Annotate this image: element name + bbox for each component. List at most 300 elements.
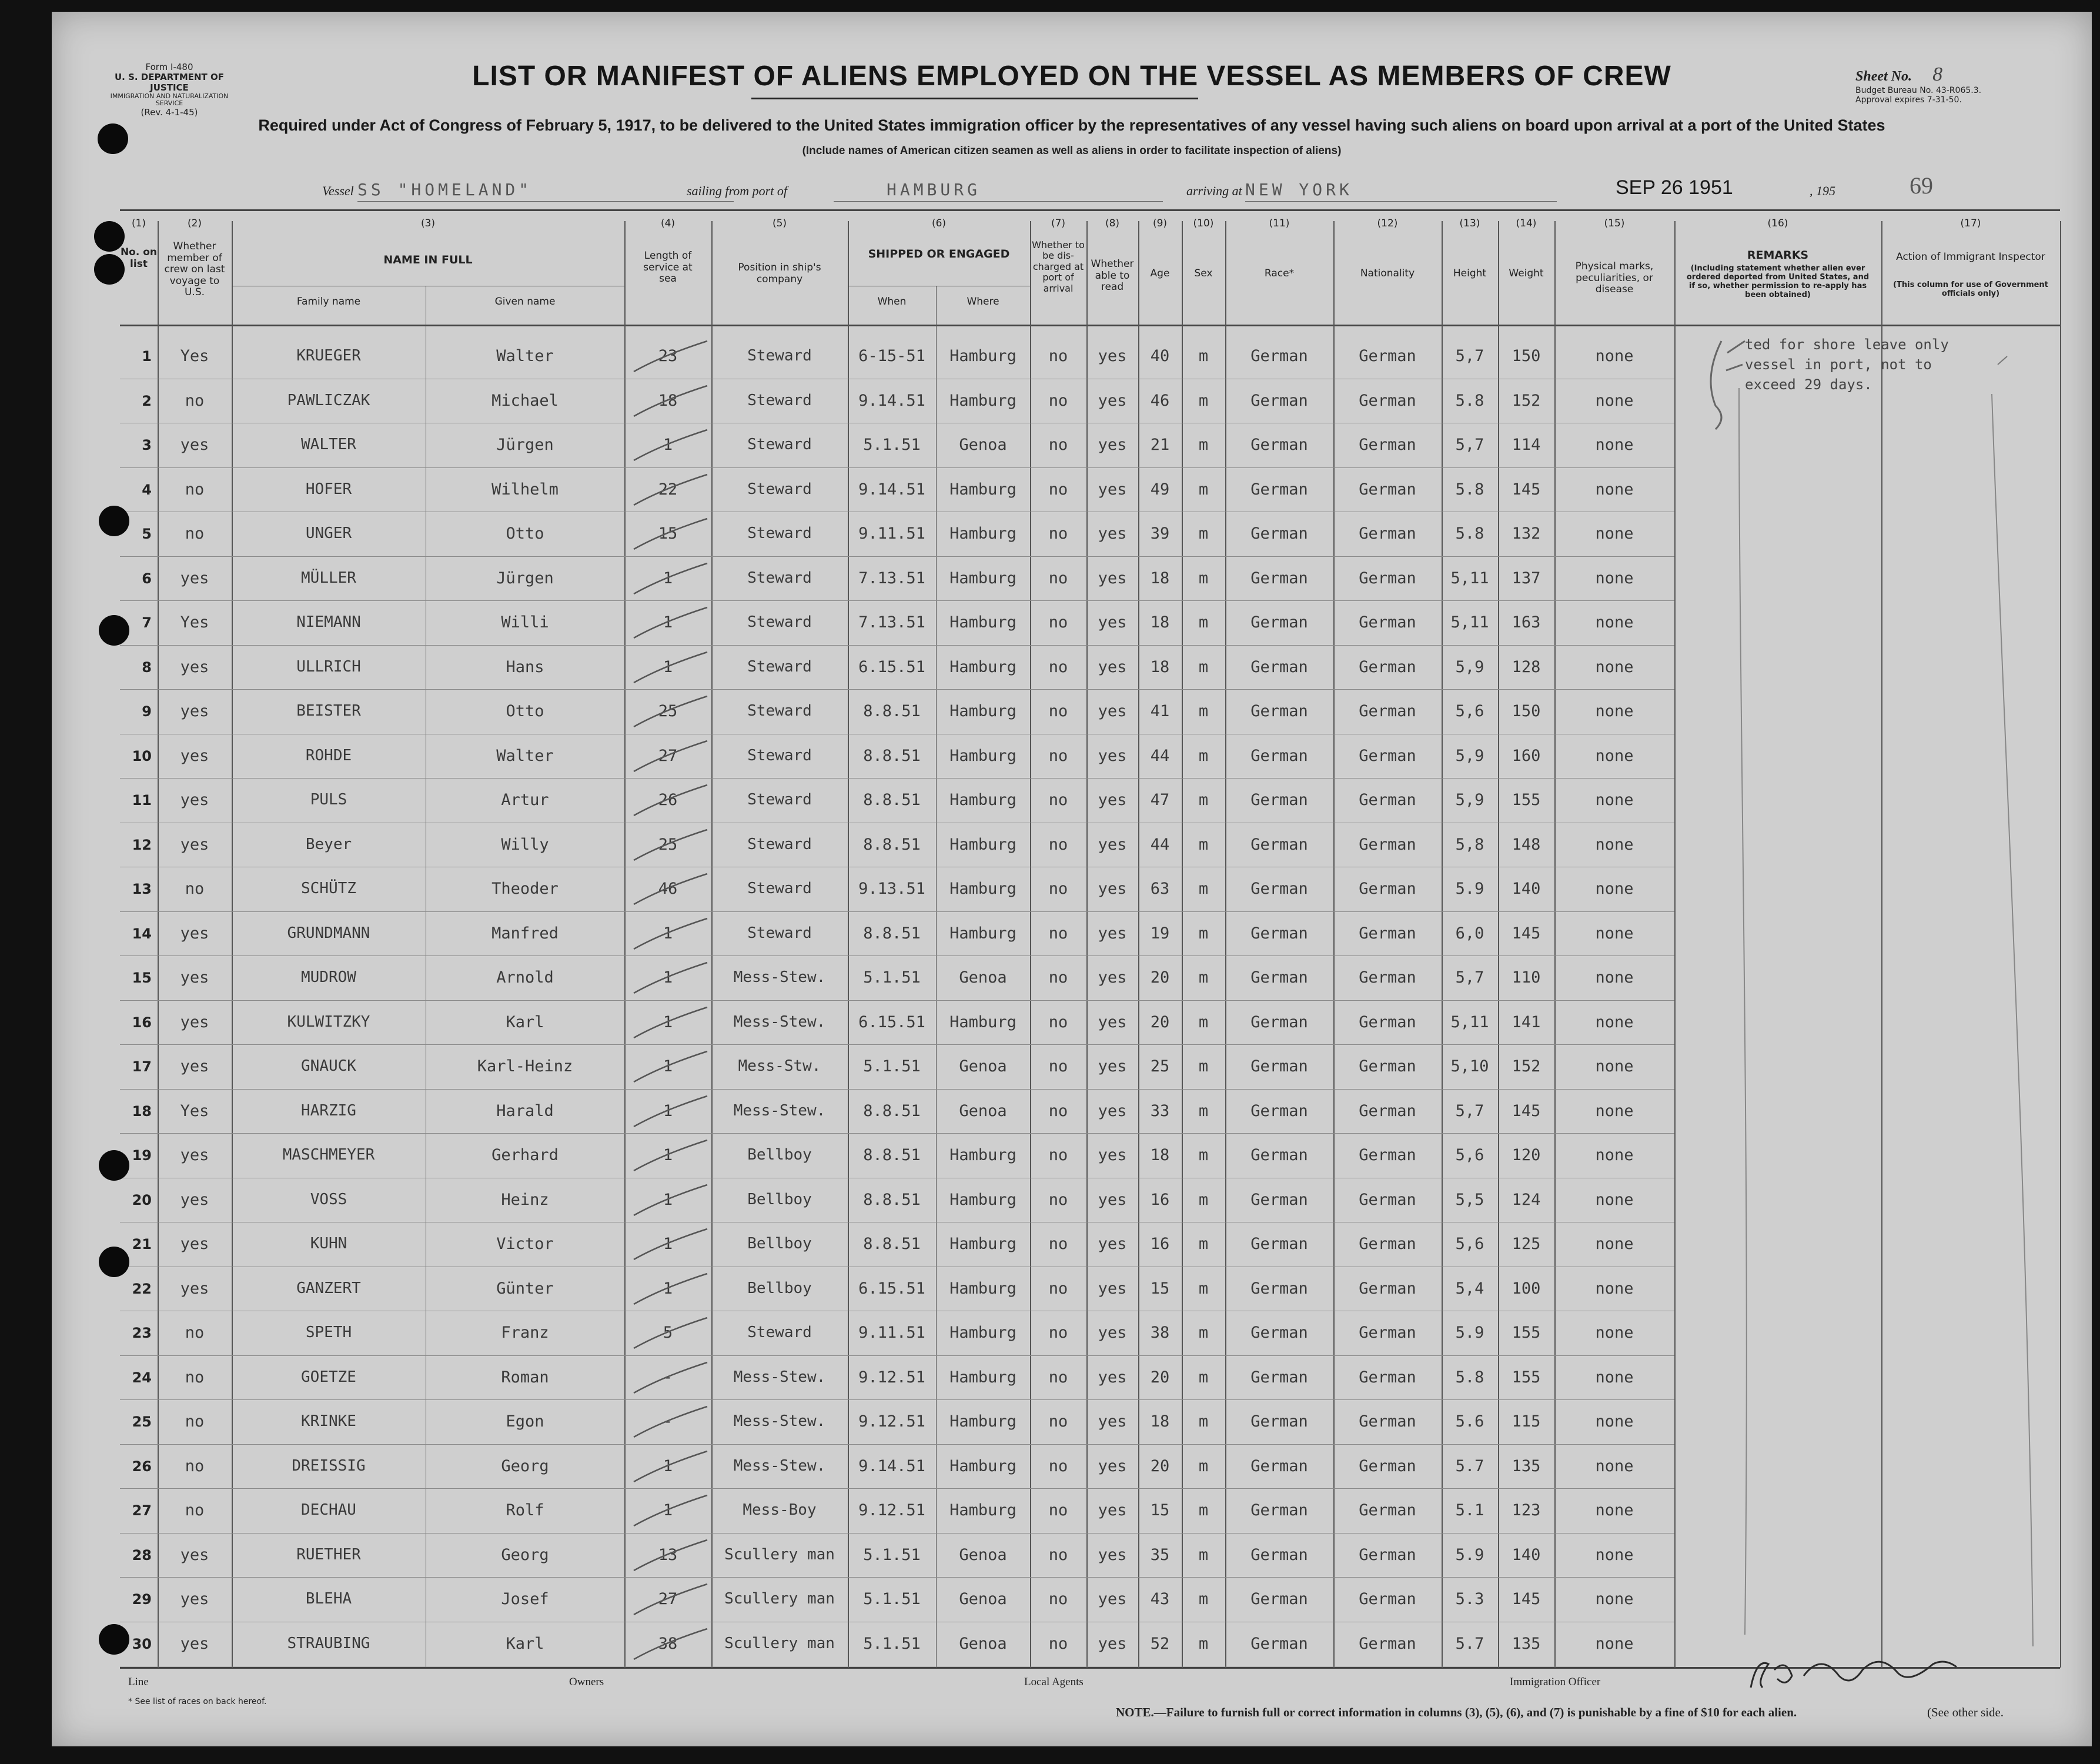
cell-position: Mess-Stw. [738, 1057, 821, 1075]
cell-race: German [1250, 835, 1308, 854]
cell-position: Mess-Stew. [733, 1013, 826, 1031]
col15-header: Physical marks, peculiarities, or disease [1575, 260, 1654, 296]
cell-age: 21 [1150, 436, 1170, 454]
cell-marks: none [1595, 613, 1634, 632]
cell-where: Hamburg [949, 791, 1016, 809]
cell-marks: none [1595, 1545, 1634, 1564]
row-rule [120, 1133, 1674, 1134]
cell-race: German [1250, 746, 1308, 765]
row-number: 4 [142, 481, 152, 498]
pencil-check-mark [628, 604, 710, 645]
cell-weight: 120 [1512, 1146, 1541, 1164]
cell-nat: German [1359, 1057, 1416, 1075]
row-rule [120, 1533, 1674, 1534]
cell-given: Karl [506, 1013, 544, 1031]
cell-service: 27 [658, 746, 678, 765]
cell-service: - [663, 1412, 673, 1431]
cell-sex: m [1198, 1501, 1209, 1519]
col14-header: Weight [1509, 268, 1544, 279]
cell-nat: German [1359, 1279, 1416, 1298]
cell-weight: 100 [1512, 1279, 1541, 1298]
col16-subheader: (Including statement whether alien ever ordered deported from United States, and if so, whether permission to re-apply has been obtained) [1686, 264, 1870, 299]
table-header-rule [120, 325, 2060, 326]
cell-where: Hamburg [949, 1368, 1016, 1387]
cell-when: 9.12.51 [858, 1501, 925, 1519]
cell-given: Otto [506, 702, 544, 720]
cell-family: ROHDE [305, 746, 352, 764]
cell-height: 5,11 [1450, 569, 1489, 587]
cell-weight: 141 [1512, 1013, 1541, 1031]
cell-disch: no [1048, 524, 1068, 543]
family-name-header: Family name [296, 296, 361, 308]
pencil-check-mark [628, 1004, 710, 1045]
cell-nat: German [1359, 1324, 1416, 1342]
col8-header: Whether able to read [1091, 258, 1134, 293]
cell-when: 8.8.51 [863, 1190, 921, 1209]
cell-disch: no [1048, 1013, 1068, 1031]
cell-service: 23 [658, 347, 678, 365]
cell-nat: German [1359, 391, 1416, 410]
cell-last: yes [180, 1545, 209, 1564]
col16-header: REMARKS [1747, 249, 1809, 262]
row-number: 15 [132, 970, 152, 986]
cell-read: yes [1098, 746, 1127, 765]
cell-race: German [1250, 968, 1308, 987]
cell-sex: m [1198, 746, 1209, 765]
cell-nat: German [1359, 1634, 1416, 1653]
col12-number: (12) [1377, 218, 1398, 229]
cell-position: Steward [747, 924, 812, 942]
cell-weight: 114 [1512, 436, 1541, 454]
cell-marks: none [1595, 1190, 1634, 1209]
cell-when: 5.1.51 [863, 436, 921, 454]
sailing-label: sailing from port of [687, 183, 787, 198]
cell-marks: none [1595, 436, 1634, 454]
cell-age: 44 [1150, 835, 1170, 854]
col17-subheader: (This column for use of Government officials only) [1893, 280, 2048, 298]
col11-header: Race* [1264, 268, 1295, 279]
cell-last: no [185, 1501, 205, 1519]
row-rule [120, 1044, 1674, 1045]
cell-family: HOFER [305, 480, 352, 498]
cell-family: PAWLICZAK [287, 391, 370, 409]
cell-service: 46 [658, 880, 678, 898]
punch-hole [99, 1150, 129, 1181]
cell-where: Hamburg [949, 1279, 1016, 1298]
cell-nat: German [1359, 569, 1416, 587]
cell-race: German [1250, 569, 1308, 587]
col3-number: (3) [420, 218, 436, 229]
cell-service: 1 [663, 1190, 673, 1209]
col5-number: (5) [772, 218, 787, 229]
cell-read: yes [1098, 1545, 1127, 1564]
cell-nat: German [1359, 1190, 1416, 1209]
cell-disch: no [1048, 1590, 1068, 1608]
cell-sex: m [1198, 968, 1209, 987]
col12-header: Nationality [1360, 268, 1415, 279]
cell-nat: German [1359, 524, 1416, 543]
cell-last: no [185, 880, 205, 898]
cell-nat: German [1359, 702, 1416, 720]
cell-last: yes [180, 1279, 209, 1298]
col9-header: Age [1150, 268, 1170, 279]
cell-marks: none [1595, 968, 1634, 987]
col5-header: Position in ship's company [738, 262, 821, 285]
remarks-pencil-marks [1674, 329, 2060, 1670]
cell-where: Hamburg [949, 702, 1016, 720]
col16-number: (16) [1767, 218, 1788, 229]
remarks-line-3: exceed 29 days. [1745, 376, 1872, 393]
cell-read: yes [1098, 391, 1127, 410]
cell-when: 8.8.51 [863, 746, 921, 765]
title-underline [751, 98, 1198, 99]
cell-nat: German [1359, 835, 1416, 854]
cell-sex: m [1198, 1456, 1209, 1475]
cell-family: GANZERT [296, 1279, 361, 1297]
cell-age: 35 [1150, 1545, 1170, 1564]
cell-where: Genoa [959, 968, 1007, 987]
cell-weight: 155 [1512, 1324, 1541, 1342]
cell-last: no [185, 1412, 205, 1431]
cell-position: Mess-Stew. [733, 1412, 826, 1430]
cell-when: 8.8.51 [863, 702, 921, 720]
cell-last: yes [180, 746, 209, 765]
cell-sex: m [1198, 657, 1209, 676]
cell-family: KRINKE [301, 1412, 356, 1430]
cell-position: Bellboy [747, 1190, 812, 1208]
cell-nat: German [1359, 791, 1416, 809]
cell-sex: m [1198, 1235, 1209, 1253]
cell-age: 18 [1150, 569, 1170, 587]
cell-race: German [1250, 1545, 1308, 1564]
pencil-check-mark [628, 560, 710, 601]
cell-family: MÜLLER [301, 569, 356, 587]
cell-where: Hamburg [949, 1190, 1016, 1209]
cell-race: German [1250, 391, 1308, 410]
cell-race: German [1250, 791, 1308, 809]
cell-height: 5,4 [1455, 1279, 1484, 1298]
cell-last: Yes [180, 613, 209, 632]
cell-weight: 160 [1512, 746, 1541, 765]
cell-age: 16 [1150, 1235, 1170, 1253]
cell-given: Otto [506, 524, 544, 543]
pencil-check-mark [628, 515, 710, 556]
cell-nat: German [1359, 1412, 1416, 1431]
cell-nat: German [1359, 1590, 1416, 1608]
cell-age: 49 [1150, 480, 1170, 499]
cell-where: Hamburg [949, 880, 1016, 898]
where-header: Where [967, 296, 999, 308]
cell-race: German [1250, 880, 1308, 898]
cell-read: yes [1098, 702, 1127, 720]
cell-race: German [1250, 480, 1308, 499]
cell-last: yes [180, 657, 209, 676]
cell-when: 9.13.51 [858, 880, 925, 898]
cell-sex: m [1198, 1324, 1209, 1342]
cell-given: Roman [501, 1368, 549, 1387]
cell-last: yes [180, 1013, 209, 1031]
cell-last: yes [180, 835, 209, 854]
cell-sex: m [1198, 1057, 1209, 1075]
cell-when: 9.14.51 [858, 480, 925, 499]
cell-disch: no [1048, 1501, 1068, 1519]
cell-race: German [1250, 924, 1308, 943]
cell-height: 5,9 [1455, 657, 1484, 676]
cell-nat: German [1359, 436, 1416, 454]
remarks-line-2: vessel in port, not to [1745, 356, 1932, 373]
cell-service: 22 [658, 480, 678, 499]
cell-where: Genoa [959, 1634, 1007, 1653]
cell-when: 6-15-51 [858, 347, 925, 365]
cell-sex: m [1198, 613, 1209, 632]
manifest-subtitle: Required under Act of Congress of February 5, 1917, to be delivered to the United States immigration officer by the representatives of any vessel having such aliens on board upon arrival at a port of the United States [258, 116, 1885, 134]
cell-read: yes [1098, 1501, 1127, 1519]
cell-marks: none [1595, 791, 1634, 809]
cell-age: 20 [1150, 968, 1170, 987]
cell-position: Bellboy [747, 1146, 812, 1164]
cell-height: 5,6 [1455, 1146, 1484, 1164]
cell-marks: none [1595, 1590, 1634, 1608]
cell-marks: none [1595, 1146, 1634, 1164]
cell-sex: m [1198, 1545, 1209, 1564]
cell-sex: m [1198, 1013, 1209, 1031]
cell-sex: m [1198, 1590, 1209, 1608]
cell-family: VOSS [310, 1190, 347, 1208]
cell-height: 5.8 [1455, 524, 1484, 543]
cell-weight: 145 [1512, 1101, 1541, 1120]
cell-position: Steward [747, 613, 812, 631]
cell-nat: German [1359, 1368, 1416, 1387]
cell-where: Hamburg [949, 569, 1016, 587]
cell-sex: m [1198, 1279, 1209, 1298]
cell-nat: German [1359, 1146, 1416, 1164]
year-suffix: , 195 [1810, 183, 1835, 198]
cell-read: yes [1098, 657, 1127, 676]
cell-nat: German [1359, 1545, 1416, 1564]
cell-weight: 132 [1512, 524, 1541, 543]
pencil-check-mark [628, 826, 710, 867]
cell-last: yes [180, 924, 209, 943]
cell-given: Günter [496, 1279, 554, 1298]
cell-race: German [1250, 613, 1308, 632]
cell-service: 1 [663, 1101, 673, 1120]
cell-race: German [1250, 1013, 1308, 1031]
cell-where: Genoa [959, 436, 1007, 454]
cell-marks: none [1595, 1013, 1634, 1031]
cell-service: 1 [663, 657, 673, 676]
cell-read: yes [1098, 1456, 1127, 1475]
cell-disch: no [1048, 1324, 1068, 1342]
col6-header: SHIPPED OR ENGAGED [868, 248, 1010, 260]
cell-age: 16 [1150, 1190, 1170, 1209]
cell-last: yes [180, 1146, 209, 1164]
cell-disch: no [1048, 1101, 1068, 1120]
cell-disch: no [1048, 1057, 1068, 1075]
cell-age: 44 [1150, 746, 1170, 765]
row-rule [120, 645, 1674, 646]
cell-sex: m [1198, 924, 1209, 943]
cell-read: yes [1098, 968, 1127, 987]
cell-age: 18 [1150, 657, 1170, 676]
cell-sex: m [1198, 1368, 1209, 1387]
cell-sex: m [1198, 347, 1209, 365]
pencil-check-mark [628, 1314, 710, 1355]
cell-when: 8.8.51 [863, 835, 921, 854]
cell-weight: 115 [1512, 1412, 1541, 1431]
cell-nat: German [1359, 880, 1416, 898]
cell-weight: 163 [1512, 613, 1541, 632]
cell-where: Hamburg [949, 1456, 1016, 1475]
cell-given: Wilhelm [491, 480, 559, 499]
row-rule [120, 1000, 1674, 1001]
cell-family: HARZIG [301, 1101, 356, 1120]
given-name-header: Given name [494, 296, 556, 308]
cell-family: KULWITZKY [287, 1013, 370, 1031]
cell-when: 8.8.51 [863, 1146, 921, 1164]
cell-height: 5,7 [1455, 1101, 1484, 1120]
cell-age: 20 [1150, 1013, 1170, 1031]
cell-when: 6.15.51 [858, 1279, 925, 1298]
cell-last: yes [180, 791, 209, 809]
arrival-underline [1245, 201, 1557, 202]
row-number: 9 [142, 703, 152, 720]
row-number: 2 [142, 392, 152, 409]
pencil-check-mark [628, 1093, 710, 1134]
cell-given: Heinz [501, 1190, 549, 1209]
cell-disch: no [1048, 702, 1068, 720]
cell-last: Yes [180, 1101, 209, 1120]
cell-service: 1 [663, 1013, 673, 1031]
cell-marks: none [1595, 1368, 1634, 1387]
row-rule [120, 600, 1674, 601]
cell-family: ULLRICH [296, 657, 361, 676]
footer-owners-label: Owners [569, 1676, 604, 1688]
cell-sex: m [1198, 1101, 1209, 1120]
cell-given: Gerhard [491, 1146, 559, 1164]
cell-where: Hamburg [949, 391, 1016, 410]
cell-weight: 145 [1512, 1590, 1541, 1608]
cell-weight: 145 [1512, 480, 1541, 499]
when-header: When [877, 296, 907, 308]
cell-service: 26 [658, 791, 678, 809]
pencil-check-mark [628, 426, 710, 467]
cell-read: yes [1098, 1368, 1127, 1387]
sheet-number: 8 [1932, 64, 1943, 85]
cell-given: Georg [501, 1456, 549, 1475]
cell-given: Manfred [491, 924, 559, 943]
row-number: 24 [132, 1369, 152, 1386]
cell-read: yes [1098, 1634, 1127, 1653]
punch-hole [98, 123, 128, 154]
cell-disch: no [1048, 1634, 1068, 1653]
cell-family: UNGER [305, 524, 352, 542]
cell-weight: 155 [1512, 791, 1541, 809]
cell-age: 20 [1150, 1368, 1170, 1387]
cell-position: Mess-Stew. [733, 1101, 826, 1120]
cell-last: no [185, 524, 205, 543]
pencil-check-mark [628, 915, 710, 956]
row-rule [120, 778, 1674, 779]
cell-when: 7.13.51 [858, 613, 925, 632]
row-number: 1 [142, 348, 152, 365]
cell-marks: none [1595, 480, 1634, 499]
cell-age: 20 [1150, 1456, 1170, 1475]
cell-position: Mess-Stew. [733, 968, 826, 986]
cell-given: Jürgen [496, 569, 554, 587]
cell-height: 5,7 [1455, 968, 1484, 987]
cell-last: yes [180, 436, 209, 454]
cell-family: PULS [310, 791, 347, 808]
cell-weight: 155 [1512, 1368, 1541, 1387]
row-rule [120, 1089, 1674, 1090]
cell-read: yes [1098, 880, 1127, 898]
cell-where: Genoa [959, 1057, 1007, 1075]
manifest-subnote: (Include names of American citizen seamen as well as aliens in order to facilitate inspection of aliens) [802, 145, 1342, 157]
cell-height: 5.9 [1455, 1324, 1484, 1342]
row-number: 18 [132, 1102, 152, 1120]
cell-age: 33 [1150, 1101, 1170, 1120]
cell-last: no [185, 480, 205, 499]
cell-service: 15 [658, 524, 678, 543]
cell-family: WALTER [301, 436, 356, 453]
cell-position: Steward [747, 880, 812, 897]
cell-race: German [1250, 524, 1308, 543]
cell-sex: m [1198, 1634, 1209, 1653]
punch-hole [94, 221, 125, 252]
cell-last: Yes [180, 347, 209, 365]
cell-weight: 135 [1512, 1634, 1541, 1653]
cell-nat: German [1359, 347, 1416, 365]
cell-read: yes [1098, 1013, 1127, 1031]
cell-family: DECHAU [301, 1501, 356, 1519]
cell-position: Steward [747, 1324, 812, 1341]
cell-race: German [1250, 657, 1308, 676]
cell-when: 8.8.51 [863, 791, 921, 809]
pencil-check-mark [628, 471, 710, 512]
col10-header: Sex [1194, 268, 1213, 279]
cell-sex: m [1198, 1146, 1209, 1164]
cell-disch: no [1048, 791, 1068, 809]
form-number: Form I-480 [145, 62, 193, 72]
cell-given: Theoder [491, 880, 559, 898]
cell-marks: none [1595, 524, 1634, 543]
cell-disch: no [1048, 569, 1068, 587]
cell-height: 6,0 [1455, 924, 1484, 943]
pencil-check-mark [628, 1536, 710, 1578]
cell-race: German [1250, 1412, 1308, 1431]
cell-marks: none [1595, 1057, 1634, 1075]
cell-position: Steward [747, 702, 812, 720]
cell-disch: no [1048, 1235, 1068, 1253]
pencil-check-mark [628, 1625, 710, 1666]
cell-height: 5,8 [1455, 835, 1484, 854]
cell-given: Franz [501, 1324, 549, 1342]
cell-read: yes [1098, 1412, 1127, 1431]
cell-service: 1 [663, 1146, 673, 1164]
cell-nat: German [1359, 480, 1416, 499]
cell-service: 1 [663, 924, 673, 943]
row-rule [120, 1399, 1674, 1400]
row-number: 26 [132, 1458, 152, 1475]
cell-disch: no [1048, 835, 1068, 854]
row-number: 28 [132, 1546, 152, 1563]
cell-position: Scullery man [724, 1545, 835, 1563]
cell-given: Victor [496, 1235, 554, 1253]
cell-service: 27 [658, 1590, 678, 1608]
cell-when: 9.11.51 [858, 1324, 925, 1342]
cell-family: SCHÜTZ [301, 880, 356, 897]
cell-where: Hamburg [949, 657, 1016, 676]
